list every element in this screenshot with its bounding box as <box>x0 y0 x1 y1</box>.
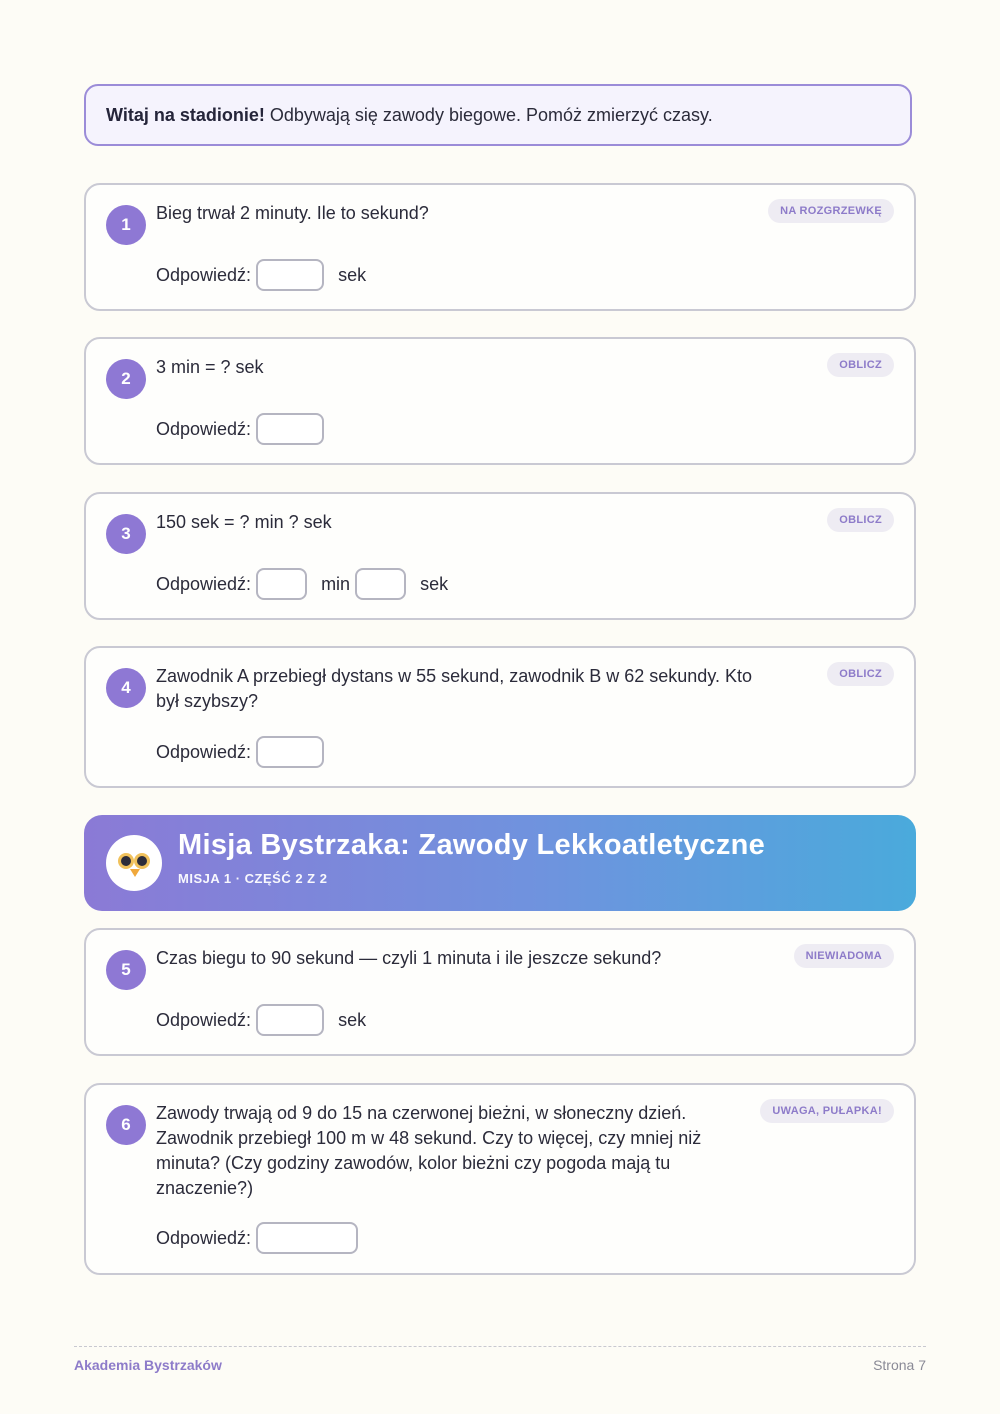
answer-row <box>156 568 448 600</box>
task-tag: UWAGA, PUŁAPKA! <box>760 1099 894 1123</box>
answer-unit: sek <box>338 1009 367 1030</box>
task-card-1 <box>84 183 916 311</box>
footer-divider <box>74 1346 926 1347</box>
task-number: 4 <box>106 668 146 708</box>
footer-brand: Akademia Bystrzaków <box>74 1357 222 1373</box>
answer-row <box>156 736 324 768</box>
task-question: 3 min = ? sek <box>156 357 264 377</box>
task-tag: NIEWIADOMA <box>794 944 894 968</box>
task-tag: OBLICZ <box>827 508 894 532</box>
task-card-4 <box>84 646 916 788</box>
answer-row <box>156 1004 366 1036</box>
task-number: 5 <box>106 950 146 990</box>
task-question: Czas biegu to 90 sekund — czyli 1 minuta i ile jeszcze sekund? <box>156 948 662 968</box>
intro-box <box>84 84 912 146</box>
banner-subtitle: MISJA 1 · CZĘŚĆ 2 Z 2 <box>178 871 328 886</box>
answer-label: Odpowiedź: <box>156 1009 252 1030</box>
answer-row <box>156 259 366 291</box>
mission-banner <box>84 815 916 911</box>
answer-input[interactable] <box>256 413 324 445</box>
answer-input[interactable] <box>256 259 324 291</box>
task-tag: NA ROZGRZEWKĘ <box>768 199 894 223</box>
answer-input[interactable] <box>256 736 324 768</box>
task-number: 1 <box>106 205 146 245</box>
task-number: 6 <box>106 1105 146 1145</box>
task-card-3 <box>84 492 916 620</box>
answer-label: Odpowiedź: <box>156 573 252 594</box>
owl-icon <box>106 835 162 891</box>
intro-text: Odbywają się zawody biegowe. Pomóż zmierzyć czasy. <box>269 104 713 125</box>
task-card-5 <box>84 928 916 1056</box>
answer-row <box>156 413 324 445</box>
answer-unit-min: min <box>321 573 351 594</box>
owl-eye-right <box>134 853 150 869</box>
task-number: 3 <box>106 514 146 554</box>
intro-title: Witaj na stadionie! <box>106 104 265 125</box>
task-card-2 <box>84 337 916 465</box>
owl-eye-left <box>118 853 134 869</box>
task-question: 150 sek = ? min ? sek <box>156 512 332 532</box>
answer-input[interactable] <box>256 1004 324 1036</box>
owl-beak <box>130 869 140 877</box>
seconds-input[interactable] <box>355 568 406 600</box>
banner-title: Misja Bystrzaka: Zawody Lekkoatletyczne <box>178 829 766 861</box>
answer-label: Odpowiedź: <box>156 741 252 762</box>
task-card-6 <box>84 1083 916 1275</box>
task-tag: OBLICZ <box>827 353 894 377</box>
answer-input[interactable] <box>256 1222 358 1254</box>
answer-unit: sek <box>338 264 367 285</box>
answer-label: Odpowiedź: <box>156 1227 252 1248</box>
answer-unit-sek: sek <box>420 573 449 594</box>
minutes-input[interactable] <box>256 568 307 600</box>
task-tag: OBLICZ <box>827 662 894 686</box>
answer-label: Odpowiedź: <box>156 418 252 439</box>
task-number: 2 <box>106 359 146 399</box>
task-question: Zawody trwają od 9 do 15 na czerwonej bieżni, w słoneczny dzień. Zawodnik przebiegł 100 m w 48 sekund. Czy to więcej, czy mniej niż minuta? (Czy godziny zawodów, kolor bieżni czy pogoda mają tu znaczenie?) <box>156 1103 702 1198</box>
answer-label: Odpowiedź: <box>156 264 252 285</box>
answer-row <box>156 1222 358 1254</box>
task-question: Bieg trwał 2 minuty. Ile to sekund? <box>156 203 429 223</box>
page-number: Strona 7 <box>873 1357 926 1373</box>
task-question: Zawodnik A przebiegł dystans w 55 sekund, zawodnik B w 62 sekundy. Kto był szybszy? <box>156 666 753 711</box>
